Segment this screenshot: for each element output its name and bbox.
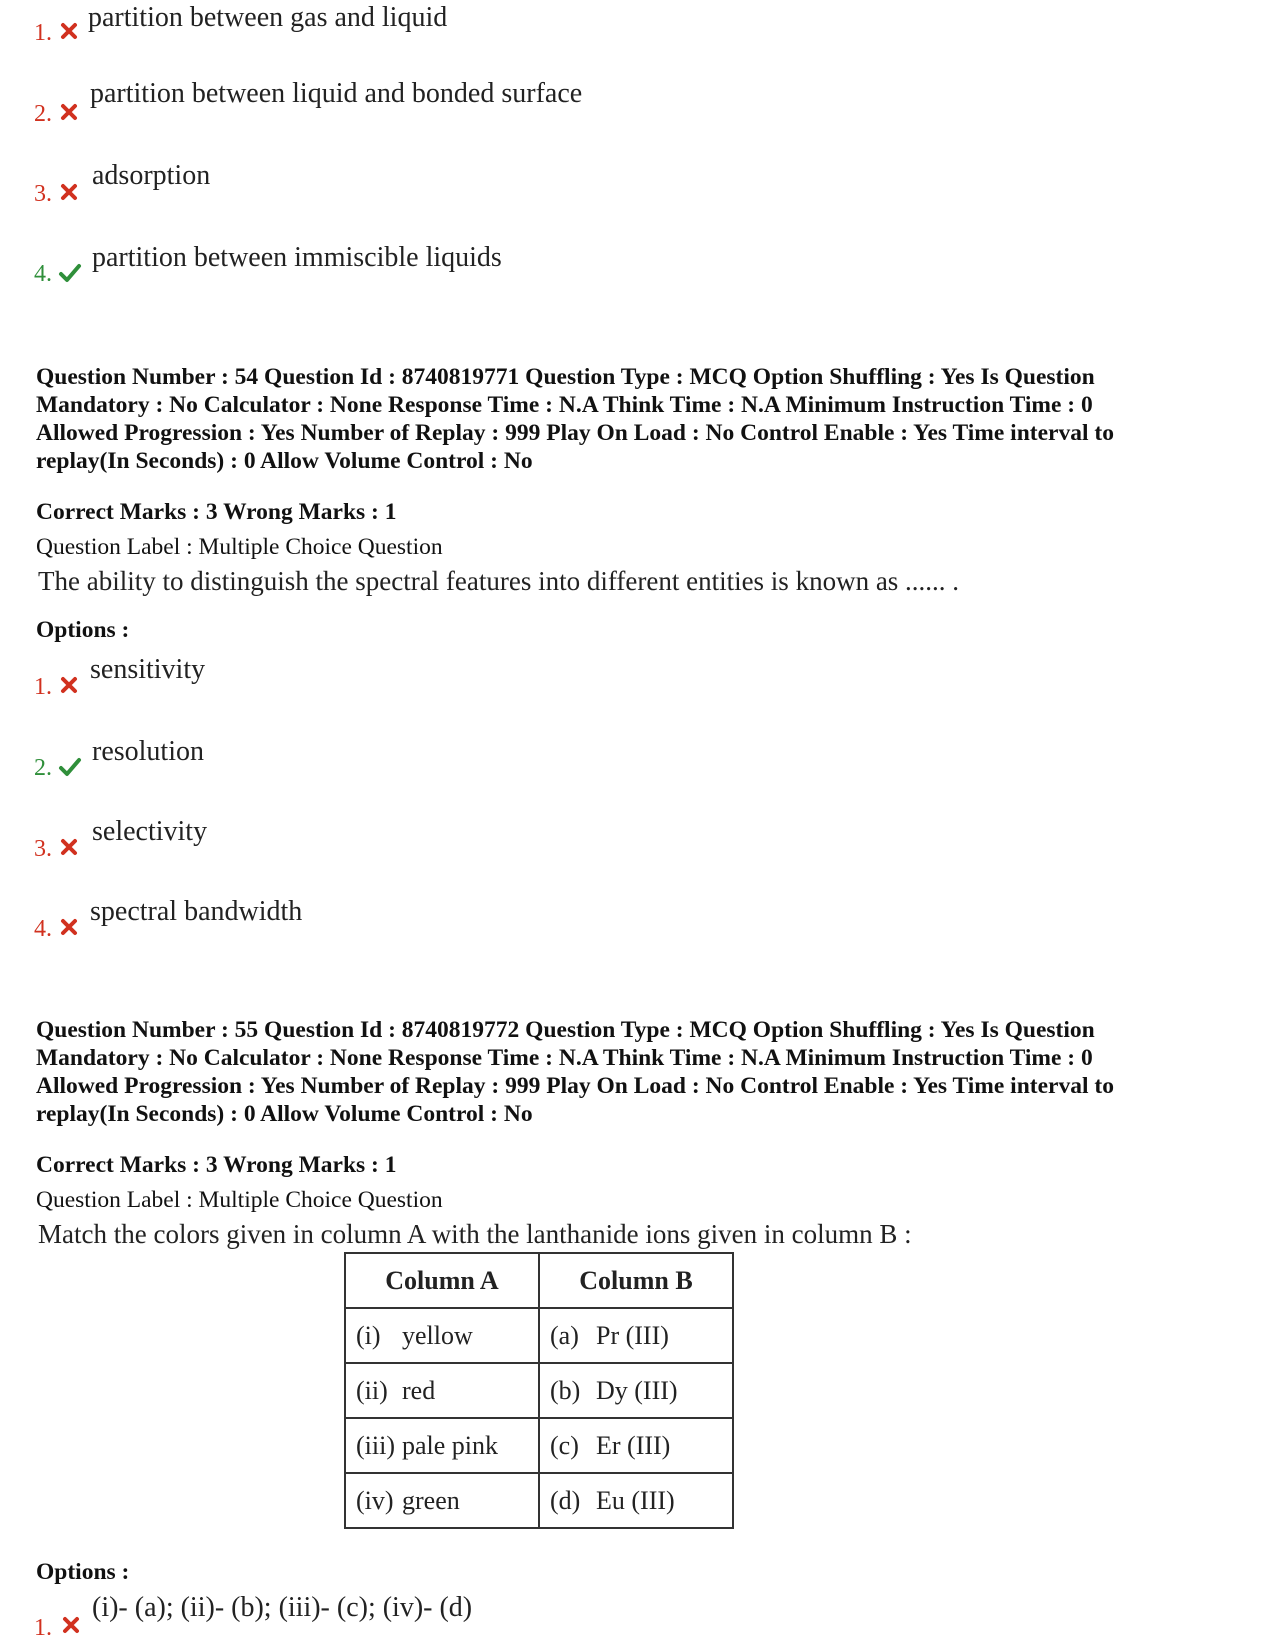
option-text: sensitivity [90,654,206,685]
cell-index: (i) [356,1320,381,1350]
cell-index: (iii) [356,1430,395,1460]
column-a-header: Column A [345,1253,539,1308]
match-table [344,1252,734,1529]
cell-text: pale pink [402,1430,499,1460]
option-number: 4. [34,916,52,942]
column-b-header: Column B [539,1253,733,1308]
option-number: 4. [34,261,52,287]
option-number: 2. [34,755,52,781]
column-b-cell [539,1363,733,1418]
question-label: Question Label : Multiple Choice Question [36,1187,443,1213]
column-b-cell [539,1473,733,1528]
option-text: adsorption [92,160,211,191]
column-a-cell [345,1418,539,1473]
option-text: partition between gas and liquid [88,2,448,33]
column-a-cell [345,1308,539,1363]
meta-line: Mandatory : No Calculator : None Response Time : N.A Think Time : N.A Minimum Instruction Time : 0 [36,392,1093,418]
table-header-row [345,1253,733,1308]
column-b-cell [539,1308,733,1363]
check-icon [58,262,82,284]
cell-text: yellow [402,1320,473,1350]
table-row [345,1363,733,1418]
question-text: Match the colors given in column A with the lanthanide ions given in column B : [38,1219,912,1249]
options-heading: Options : [36,1559,130,1585]
cross-icon [60,1614,82,1636]
meta-line: replay(In Seconds) : 0 Allow Volume Control : No [36,448,533,474]
cross-icon [58,101,80,123]
meta-line: replay(In Seconds) : 0 Allow Volume Control : No [36,1101,533,1127]
column-a-cell [345,1363,539,1418]
option-text: resolution [92,736,204,767]
option-text: spectral bandwidth [90,896,303,927]
cross-icon [58,181,80,203]
table-row [345,1473,733,1528]
question-meta [36,363,1236,475]
question-meta [36,1016,1236,1128]
cell-text: red [402,1375,436,1405]
option-number: 3. [34,181,52,207]
meta-line: Question Number : 55 Question Id : 8740819772 Question Type : MCQ Option Shuffling : Yes Is Question [36,1017,1095,1043]
cell-text: green [402,1485,460,1515]
cell-index: (d) [550,1485,581,1515]
question-marks: Correct Marks : 3 Wrong Marks : 1 [36,1152,397,1178]
meta-line: Question Number : 54 Question Id : 8740819771 Question Type : MCQ Option Shuffling : Yes Is Question [36,364,1095,390]
cell-text: Eu (III) [596,1485,675,1515]
cell-text: Pr (III) [596,1320,669,1350]
question-label: Question Label : Multiple Choice Question [36,534,443,560]
cross-icon [58,836,80,858]
cell-index: (b) [550,1375,581,1405]
check-icon [58,756,82,778]
cell-index: (c) [550,1430,579,1460]
cell-index: (ii) [356,1375,388,1405]
option-number: 1. [34,674,52,700]
option-text: selectivity [92,816,208,847]
cell-index: (a) [550,1320,579,1350]
option-number: 2. [34,101,52,127]
cell-index: (iv) [356,1485,394,1515]
column-b-cell [539,1418,733,1473]
cross-icon [58,20,80,42]
cell-text: Er (III) [596,1430,671,1460]
option-number: 3. [34,836,52,862]
cross-icon [58,916,80,938]
column-a-cell [345,1473,539,1528]
meta-line: Allowed Progression : Yes Number of Replay : 999 Play On Load : No Control Enable : Yes Time interval to [36,1073,1114,1099]
cell-text: Dy (III) [596,1375,678,1405]
meta-line: Mandatory : No Calculator : None Response Time : N.A Think Time : N.A Minimum Instruction Time : 0 [36,1045,1093,1071]
question-text: The ability to distinguish the spectral features into different entities is known as ...... . [38,566,960,596]
meta-line: Allowed Progression : Yes Number of Replay : 999 Play On Load : No Control Enable : Yes Time interval to [36,420,1114,446]
cross-icon [58,674,80,696]
option-number: 1. [34,1615,52,1641]
table-row [345,1308,733,1363]
question-marks: Correct Marks : 3 Wrong Marks : 1 [36,499,397,525]
option-text: partition between immiscible liquids [92,242,502,273]
option-text: partition between liquid and bonded surface [90,78,583,109]
option-number: 1. [34,20,52,46]
table-row [345,1418,733,1473]
option-text: (i)- (a); (ii)- (b); (iii)- (c); (iv)- (d) [92,1592,473,1623]
options-heading: Options : [36,617,130,643]
